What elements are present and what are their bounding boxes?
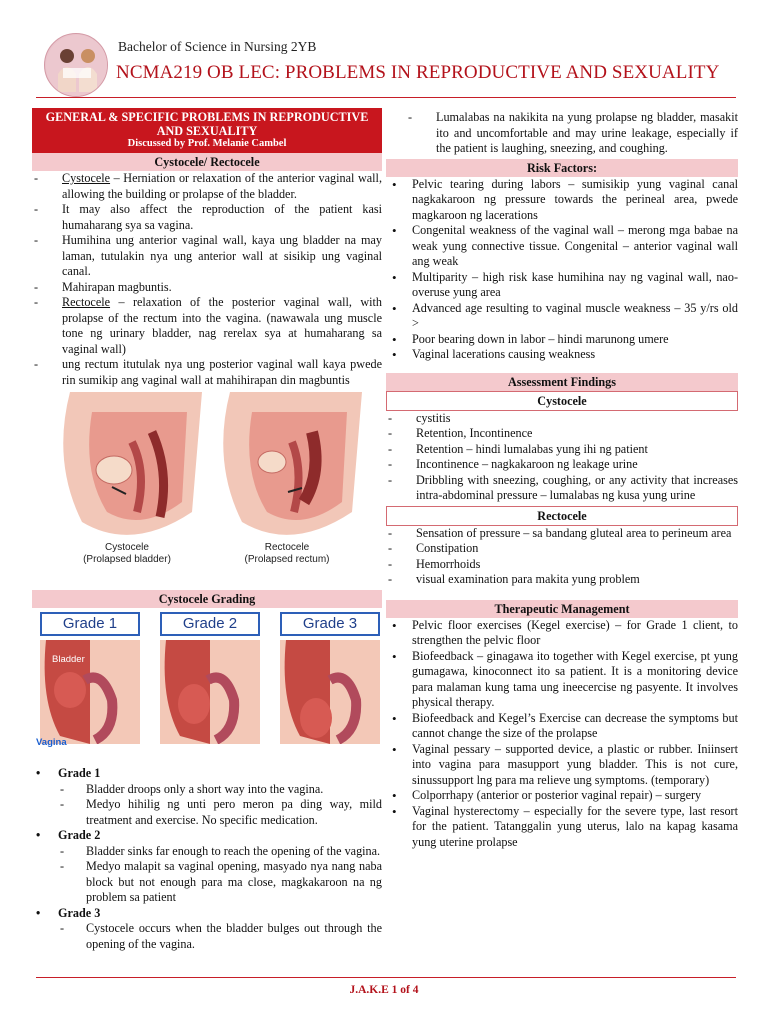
item-text: ung rectum itutulak nya ung posterior vaginal wall kaya pwede rin sumikip ang vaginal wall at mahihirapan din magbuntis: [62, 357, 382, 387]
item-text: Humihina ung anterior vaginal wall, kaya ung bladder na may laman, tutulakin nya ung anterior wall at sisikip ung vaginal canal.: [62, 233, 382, 278]
intro-list: [386, 110, 738, 157]
grade-item: [32, 828, 382, 844]
cystocele-illustration: [52, 392, 202, 542]
vagina-label: Vagina: [36, 737, 67, 748]
list-item: [32, 280, 382, 296]
subhead-rectocele: Rectocele: [386, 506, 738, 526]
grade-list: [32, 766, 382, 952]
list-item: • Colporrhapy (anterior or posterior vaginal repair) – surgery: [386, 788, 738, 804]
page-footer: J.A.K.E 1 of 4: [349, 984, 419, 996]
list-item: - Dribbling with sneezing, coughing, or any activity that increases intra-abdominal pressure – lumalabas ng kusa yung urine: [386, 473, 738, 504]
grade-2-panel: [160, 612, 260, 744]
list-item: • Advanced age resulting to vaginal muscle weakness – 35 y/rs old >: [386, 301, 738, 332]
grade-1-panel: [40, 612, 140, 744]
list-item: • Pelvic tearing during labors – sumisikip yung vaginal canal nagkakaroon ng pressure towards the perineal area, pwede magkaroon ng lacerations: [386, 177, 738, 224]
list-item: - Retention, Incontinence: [386, 426, 738, 442]
list-item: - Lumalabas na nakikita na yung prolapse ng bladder, masakit ito and uncomfortable and may urine leakage, especially if the patient is laughing, sneezing, and coughing.: [406, 110, 738, 157]
list-item: • Congenital weakness of the vaginal wall – merong mga babae na weak yung connective tissue. Congenital – anterior vaginal wall ang weak: [386, 223, 738, 270]
list-item: • Biofeedback and Kegel’s Exercise can decrease the symptoms but cannot change the size of the prolapse: [386, 711, 738, 742]
logo: [44, 33, 108, 97]
grade-2-label: Grade 2: [160, 612, 260, 636]
section-head-cystocele-rectocele: Cystocele/ Rectocele: [32, 153, 382, 171]
list-item: - Incontinence – nagkakaroon ng leakage urine: [386, 457, 738, 473]
list-item: - Cystocele occurs when the bladder bulges out through the opening of the vagina.: [58, 921, 382, 952]
grade-3-panel: [280, 612, 380, 744]
caption-line: (Prolapsed rectum): [244, 554, 330, 565]
left-column: [32, 108, 382, 952]
grade-item: [32, 906, 382, 922]
list-item: - Retention – hindi lumalabas yung ihi ng patient: [386, 442, 738, 458]
cystocele-grading-figure: [32, 612, 382, 762]
header-divider: [36, 97, 736, 98]
list-item: - Constipation: [386, 541, 738, 557]
course-title: NCMA219 OB LEC: PROBLEMS IN REPRODUCTIVE AND SEXUALITY: [116, 62, 720, 83]
list-item: - Medyo malapit sa vaginal opening, masyado nya nang naba block but not enough para ma close, magkakaroon na ng problem sa patient: [58, 859, 382, 906]
definition-list: [32, 171, 382, 388]
topic-banner: [32, 108, 382, 153]
term: Rectocele: [62, 295, 111, 309]
list-item: [32, 233, 382, 280]
list-item: - Bladder droops only a short way into the vagina.: [58, 782, 382, 798]
therapeutic-list: [386, 618, 738, 851]
grade-title: Grade 2: [58, 828, 101, 842]
term: Cystocele: [62, 171, 111, 185]
section-head-assessment: Assessment Findings: [386, 373, 738, 391]
caption-line: Rectocele: [264, 542, 310, 553]
grade-item: [32, 766, 382, 782]
rectocele-findings-list: [386, 526, 738, 588]
list-item: [32, 357, 382, 388]
list-item: • Vaginal lacerations causing weakness: [386, 347, 738, 363]
item-text: Mahirapan magbuntis.: [62, 279, 172, 294]
caption-line: (Prolapsed bladder): [83, 554, 171, 565]
grade-points: [32, 921, 382, 952]
grade-title: Grade 3: [58, 905, 101, 920]
list-item: • Pelvic floor exercises (Kegel exercise) – for Grade 1 client, to strengthen the pelvic floor: [386, 618, 738, 649]
subhead-cystocele: Cystocele: [386, 391, 738, 411]
list-item: - Bladder sinks far enough to reach the opening of the vagina.: [58, 844, 382, 860]
topic-title: GENERAL & SPECIFIC PROBLEMS IN REPRODUCTIVE AND SEXUALITY: [45, 110, 369, 138]
item-text: – Herniation or relaxation of the anterior vaginal wall, allowing the building or prolapse of the bladder.: [62, 171, 382, 201]
list-item: [32, 295, 382, 357]
list-item: - Hemorrhoids: [386, 557, 738, 573]
cystocele-caption: [52, 542, 202, 566]
list-item: [32, 202, 382, 233]
footer-divider: [36, 977, 736, 978]
grade-1-label: Grade 1: [40, 612, 140, 636]
list-item: - Medyo hihilig ng unti pero meron pa ding way, mild treatment and exercise. No specific medication.: [58, 797, 382, 828]
list-item: • Biofeedback – ginagawa ito together with Kegel exercise, pt yung gumagawa, kinoconnect ito sa patient. It is a monitoring device para malaman kung tama ung ineecercise ng pasyente. It involves physical therapy.: [386, 649, 738, 711]
grade-3-label: Grade 3: [280, 612, 380, 636]
cystocele-findings-list: [386, 411, 738, 504]
right-column: [386, 110, 738, 850]
lecturer-credit: Discussed by Prof. Melanie Cambel: [127, 138, 287, 149]
list-item: • Poor bearing down in labor – hindi marunong umere: [386, 332, 738, 348]
bladder-label: Bladder: [52, 654, 85, 665]
list-item: • Multiparity – high risk kase humihina nay ng vaginal wall, nao-overuse yung area: [386, 270, 738, 301]
grade-title: Grade 1: [58, 766, 101, 780]
list-item: • Vaginal pessary – supported device, a plastic or rubber. Iniinsert into vagina para masupport yung bladder. This is not cure, sinussupport lng para ma relieve ung symptoms. (temporary): [386, 742, 738, 789]
grade-points: [32, 844, 382, 906]
list-item: - Sensation of pressure – sa bandang gluteal area to perineum area: [386, 526, 738, 542]
list-item: • Vaginal hysterectomy – especially for the severe type, last resort for the patient. Tatanggalin yung uterus, lalo na kapag kasama yung uterine prolapse: [386, 804, 738, 851]
section-head-therapeutic: Therapeutic Management: [386, 600, 738, 618]
grade-2-illustration: [160, 640, 260, 744]
section-head-cystocele-grading: Cystocele Grading: [32, 590, 382, 608]
grade-points: [32, 782, 382, 829]
section-head-risk-factors: Risk Factors:: [386, 159, 738, 177]
list-item: - visual examination para makita yung problem: [386, 572, 738, 588]
program-name: Bachelor of Science in Nursing 2YB: [118, 39, 317, 54]
cystocele-rectocele-figure: [32, 392, 382, 588]
rectocele-illustration: [212, 392, 362, 542]
caption-line: Cystocele: [105, 542, 149, 553]
list-item: [32, 171, 382, 202]
risk-factor-list: [386, 177, 738, 363]
logo-graphic: [45, 34, 108, 97]
item-text: It may also affect the reproduction of the patient kasi humaharang sya sa vagina.: [62, 202, 382, 232]
item-text: – relaxation of the posterior vaginal wall, with prolapse of the rectum into the vagina. (nawawala ung muscle tone ng urinary bladder, nag rerelax sya at humaharang sa vaginal wall): [62, 295, 382, 356]
grade-3-illustration: [280, 640, 380, 744]
rectocele-caption: [212, 542, 362, 566]
list-item: - cystitis: [386, 411, 738, 427]
